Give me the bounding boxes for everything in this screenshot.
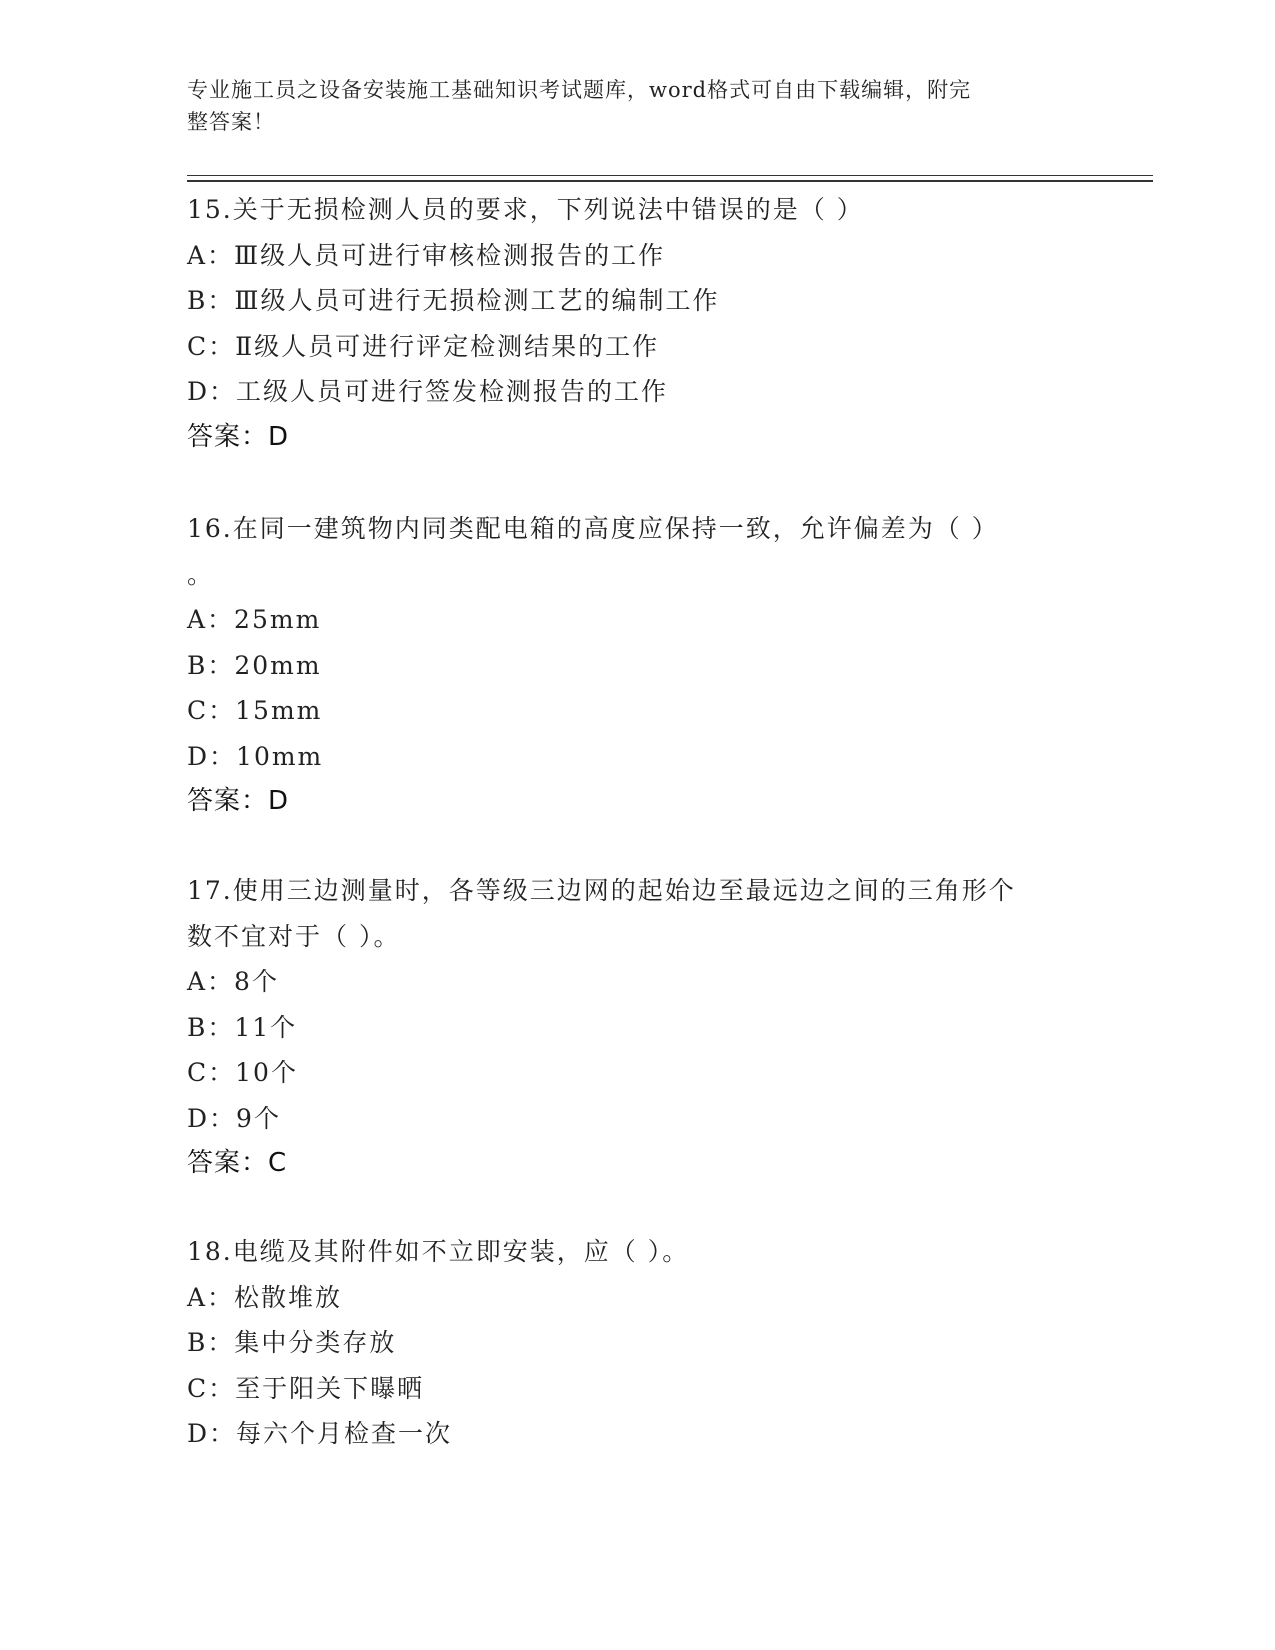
option-c: C：Ⅱ级人员可进行评定检测结果的工作 bbox=[187, 331, 660, 361]
option-c: C：15mm bbox=[187, 696, 323, 725]
header-line-2: 整答案！ bbox=[187, 110, 275, 134]
option-b: B：11个 bbox=[187, 1012, 298, 1042]
header-divider-thin bbox=[187, 175, 1153, 176]
option-d: D：每六个月检查一次 bbox=[187, 1419, 453, 1448]
header-line-1: 专业施工员之设备安装施工基础知识考试题库，word格式可自由下载编辑，附完 bbox=[187, 78, 972, 102]
question-text-continued: 数不宜对于（ ）。 bbox=[187, 921, 401, 951]
question-text: 17.使用三边测量时，各等级三边网的起始边至最远边之间的三角形个 bbox=[187, 876, 1016, 905]
question-text: 18.电缆及其附件如不立即安装，应（ ）。 bbox=[187, 1237, 690, 1266]
question-17 bbox=[187, 868, 1087, 1187]
answer-text: 答案：D bbox=[187, 421, 290, 452]
question-text-continued: 。 bbox=[187, 559, 215, 589]
question-18 bbox=[187, 1229, 1087, 1457]
question-text: 15.关于无损检测人员的要求，下列说法中错误的是（ ） bbox=[187, 195, 864, 224]
header-divider-thick bbox=[187, 180, 1153, 182]
option-d: D：9个 bbox=[187, 1103, 281, 1133]
question-text: 16.在同一建筑物内同类配电箱的高度应保持一致，允许偏差为（ ） bbox=[187, 514, 999, 543]
option-d: D：10mm bbox=[187, 741, 324, 771]
document-header bbox=[187, 74, 1067, 138]
option-d: D：工级人员可进行签发检测报告的工作 bbox=[187, 377, 669, 406]
question-16 bbox=[187, 506, 1087, 825]
option-c: C：10个 bbox=[187, 1058, 298, 1087]
option-a: A：Ⅲ级人员可进行审核检测报告的工作 bbox=[187, 240, 666, 270]
option-b: B：20mm bbox=[187, 650, 322, 680]
option-a: A：25mm bbox=[187, 605, 322, 634]
answer-text: 答案：C bbox=[187, 1148, 288, 1178]
option-a: A：8个 bbox=[187, 967, 279, 996]
option-b: B：集中分类存放 bbox=[187, 1328, 397, 1357]
option-c: C：至于阳关下曝晒 bbox=[187, 1373, 425, 1403]
question-15 bbox=[187, 187, 1087, 460]
answer-text: 答案：D bbox=[187, 786, 290, 816]
option-a: A：松散堆放 bbox=[187, 1282, 343, 1312]
option-b: B：Ⅲ级人员可进行无损检测工艺的编制工作 bbox=[187, 286, 720, 315]
